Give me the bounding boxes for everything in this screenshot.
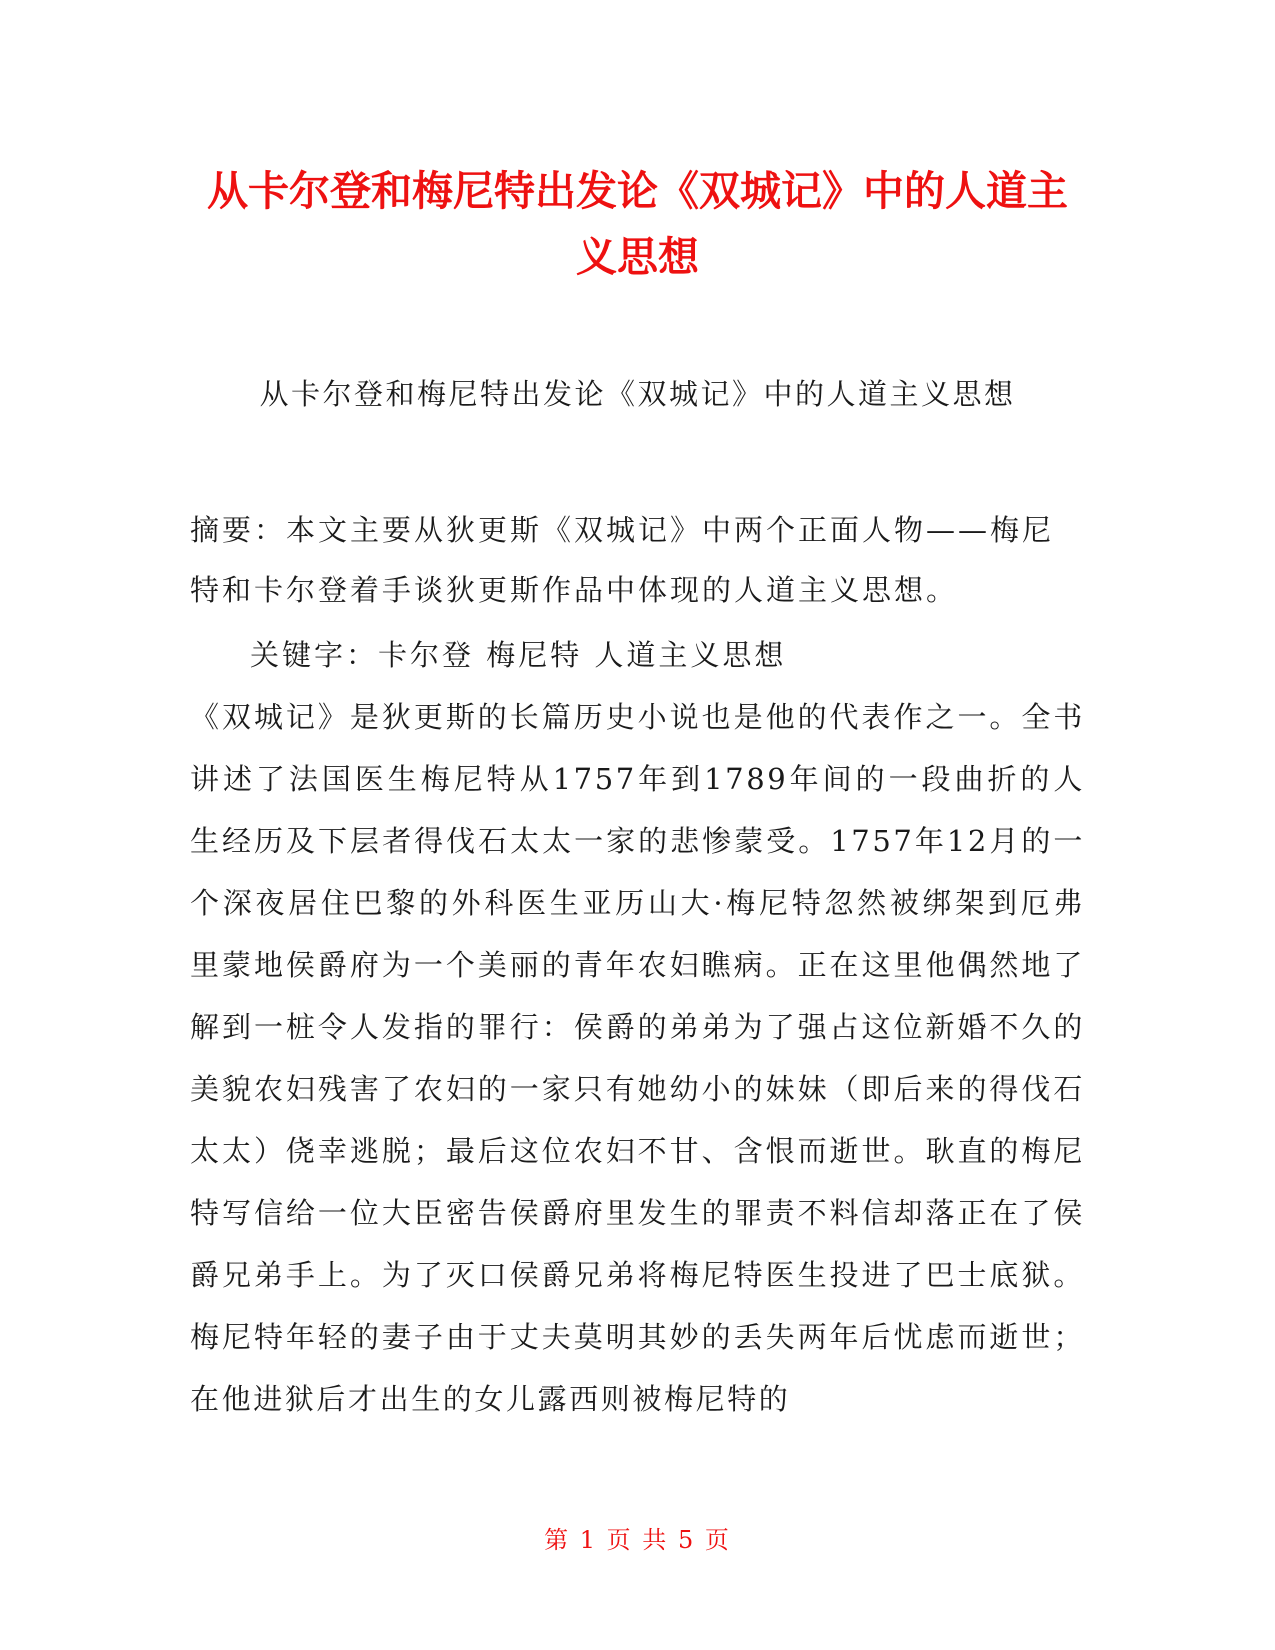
document-title: 从卡尔登和梅尼特出发论《双城记》中的人道主义思想: [207, 167, 1068, 281]
page-footer: 第 1 页 共 5 页: [544, 1526, 731, 1554]
abstract-text: 摘要：本文主要从狄更斯《双城记》中两个正面人物——梅尼特和卡尔登着手谈狄更斯作品中体现的人道主义思想。: [190, 513, 1055, 607]
document-subtitle: 从卡尔登和梅尼特出发论《双城记》中的人道主义思想: [259, 377, 1016, 411]
keywords-line: 关键字：卡尔登 梅尼特 人道主义思想: [250, 638, 787, 672]
body-paragraph: 《双城记》是狄更斯的长篇历史小说也是他的代表作之一。全书讲述了法国医生梅尼特从1757年到1789年间的一段曲折的人生经历及下层者得伐石太太一家的悲惨蒙受。1757年12月的一个深夜居住巴黎的外科医生亚历山大·梅尼特忽然被绑架到厄弗里蒙地侯爵府为一个美丽的青年农妇瞧病。正在这里他偶然地了解到一桩令人发指的罪行：侯爵的弟弟为了强占这位新婚不久的美貌农妇残害了农妇的一家只有她幼小的妹妹（即后来的得伐石太太）侥幸逃脱；最后这位农妇不甘、含恨而逝世。耿直的梅尼特写信给一位大臣密告侯爵府里发生的罪责不料信却落正在了侯爵兄弟手上。为了灭口侯爵兄弟将梅尼特医生投进了巴士底狱。梅尼特年轻的妻子由于丈夫莫明其妙的丢失两年后忧虑而逝世；在他进狱后才出生的女儿露西则被梅尼特的: [190, 700, 1085, 1416]
